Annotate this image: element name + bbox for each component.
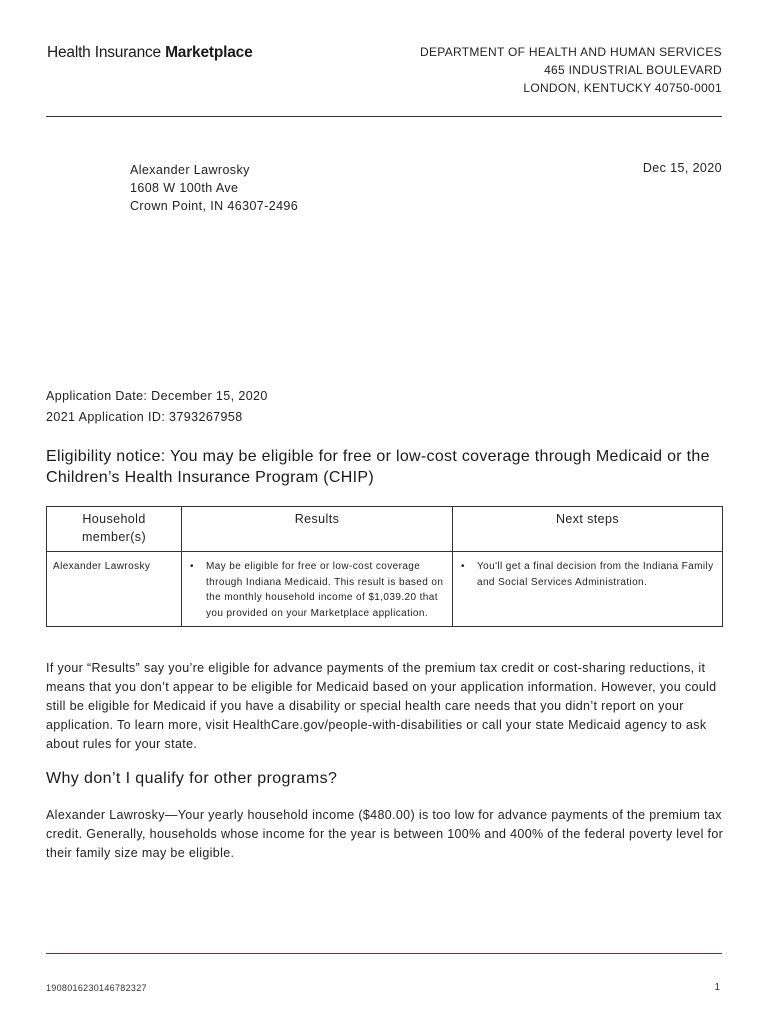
document-id: 1908016230146782327 [46,983,147,993]
logo-text-bold: Marketplace [165,44,253,61]
application-id: 2021 Application ID: 3793267958 [46,410,243,424]
recipient-city: Crown Point, IN 46307-2496 [130,199,299,213]
notice-title: Eligibility notice: You may be eligible for free or low-cost coverage through Medicaid or the Children’s Health Insurance Program (CHIP) [46,448,710,486]
cell-member: Alexander Lawrosky [47,552,182,627]
agency-name: DEPARTMENT OF HEALTH AND HUMAN SERVICES [420,45,722,59]
notice-date: Dec 15, 2020 [642,161,722,175]
marketplace-logo [47,44,253,62]
section-heading: Why don’t I qualify for other programs? [46,770,338,787]
recipient-name: Alexander Lawrosky [130,163,250,177]
column-header-member: Household member(s) [47,507,182,552]
agency-street: 465 INDUSTRIAL BOULEVARD [544,63,722,77]
header-divider [46,116,722,117]
bullet-icon: • [461,561,465,572]
application-info [46,386,268,428]
table-header-row [47,507,723,552]
next-step-text: You'll get a final decision from the Indiana Family and Social Services Administration. [477,561,714,588]
agency-address [420,43,722,97]
next-step-bullet [459,559,716,590]
result-text: May be eligible for free or low-cost coverage through Indiana Medicaid. This result is based on the monthly household income of $1,039.20 that you provided on your Marketplace application. [206,561,444,619]
result-bullet [188,559,446,621]
section-paragraph: Alexander Lawrosky—Your yearly household income ($480.00) is too low for advance payments of the premium tax credit. Generally, households whose income for the year is between 100% and 400% of the federal poverty level for their family size may be eligible. [46,808,724,860]
recipient-street: 1608 W 100th Ave [130,181,239,195]
bullet-icon: • [190,561,194,572]
logo-text-light: Health Insurance [47,44,161,61]
eligibility-table [46,506,723,627]
column-header-results: Results [182,507,453,552]
column-header-next-steps: Next steps [453,507,723,552]
page-number: 1 [714,982,720,993]
cell-next-step [453,552,723,627]
agency-city: LONDON, KENTUCKY 40750-0001 [523,81,722,95]
medicaid-info-paragraph: If your “Results” say you’re eligible for advance payments of the premium tax credit or cost-sharing reductions, it means that you don’t appear to be eligible for Medicaid based on your application information. However, you could still be eligible for Medicaid if you have a disability or special health care needs that you didn’t report on your application. To learn more, visit HealthCare.gov/people-with-disabilities or call your state Medicaid agency to ask about rules for your state. [46,661,717,751]
recipient-address [130,161,298,215]
cell-result [182,552,453,627]
application-date: Application Date: December 15, 2020 [46,389,268,403]
table-row [47,552,723,627]
footer-divider [46,953,722,954]
